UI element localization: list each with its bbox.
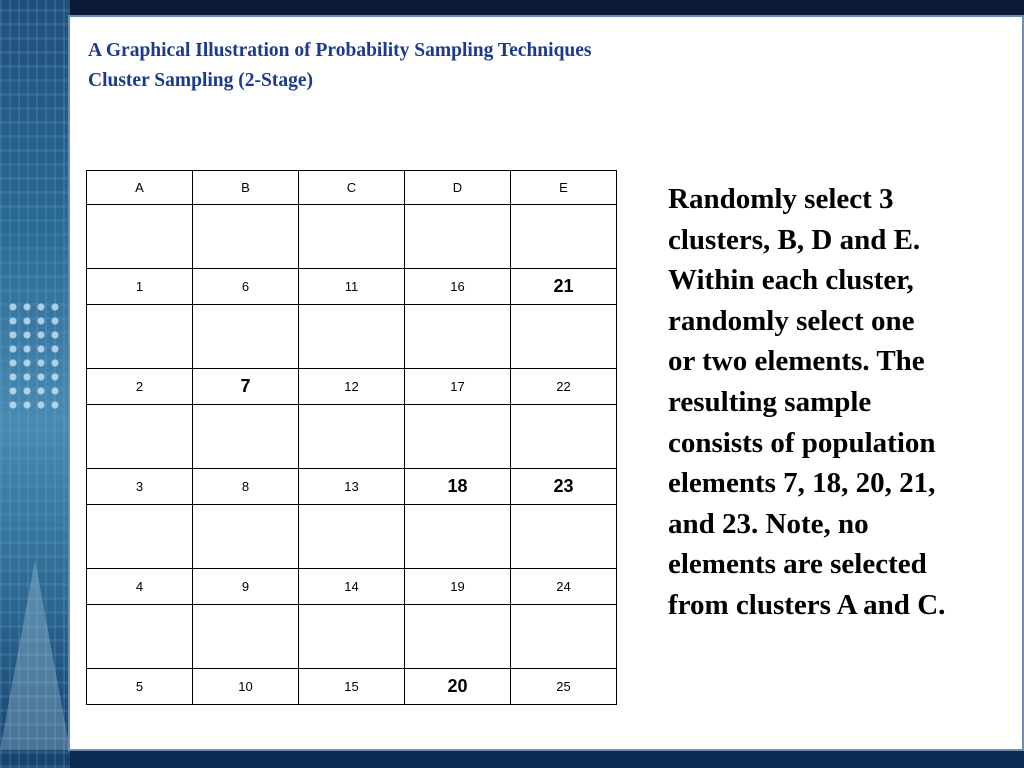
description-line: randomly select one <box>668 304 915 337</box>
grid-spacer-row <box>87 205 617 269</box>
grid-cell-empty <box>405 405 511 469</box>
cluster-header-a: A <box>87 171 193 205</box>
grid-cell-empty <box>87 605 193 669</box>
grid-cell-empty <box>193 305 299 369</box>
grid-cell-selected: 20 <box>405 669 511 705</box>
grid-cell-empty <box>405 305 511 369</box>
grid-cell-empty <box>299 205 405 269</box>
slide-title <box>88 36 592 96</box>
description-line: Randomly select 3 <box>668 183 894 215</box>
cluster-header-d: D <box>405 171 511 205</box>
grid-cell: 2 <box>87 369 193 405</box>
grid-cell-empty <box>193 505 299 569</box>
grid-cell: 24 <box>511 569 617 605</box>
grid-spacer-row <box>87 605 617 669</box>
grid-row <box>87 669 617 705</box>
grid-cell-empty <box>511 205 617 269</box>
grid-cell: 14 <box>299 569 405 605</box>
description-line: clusters, B, D and E. <box>668 223 921 256</box>
grid-cell: 17 <box>405 369 511 405</box>
description-line: Within each cluster, <box>668 264 914 297</box>
grid-cell-empty <box>511 305 617 369</box>
decorative-dots <box>6 300 62 410</box>
grid-cell: 4 <box>87 569 193 605</box>
grid-cell-selected: 7 <box>193 369 299 405</box>
grid-cell-empty <box>299 305 405 369</box>
grid-cell-empty <box>511 405 617 469</box>
description-line: from clusters A and C. <box>668 588 946 621</box>
grid-cell-empty <box>193 205 299 269</box>
cluster-header-c: C <box>299 171 405 205</box>
grid-cell-empty <box>87 505 193 569</box>
grid-spacer-row <box>87 405 617 469</box>
grid-cell: 9 <box>193 569 299 605</box>
grid-cell-empty <box>87 405 193 469</box>
grid-cell-empty <box>87 305 193 369</box>
grid-row <box>87 269 617 305</box>
grid-cell-selected: 23 <box>511 469 617 505</box>
description-line: and 23. Note, no <box>668 507 869 540</box>
description-line: resulting sample <box>668 385 872 418</box>
grid-cell-selected: 18 <box>405 469 511 505</box>
grid-cell: 3 <box>87 469 193 505</box>
grid-cell: 10 <box>193 669 299 705</box>
grid-cell: 15 <box>299 669 405 705</box>
grid-cell-empty <box>299 505 405 569</box>
grid-cell: 12 <box>299 369 405 405</box>
grid-cell: 19 <box>405 569 511 605</box>
grid-spacer-row <box>87 505 617 569</box>
grid-cell-empty <box>511 605 617 669</box>
grid-header-row <box>87 171 617 205</box>
population-grid <box>86 170 617 705</box>
decorative-triangle <box>0 560 70 750</box>
grid-cell-empty <box>87 205 193 269</box>
title-line-2: Cluster Sampling (2-Stage) <box>88 70 313 91</box>
grid-cell: 1 <box>87 269 193 305</box>
grid-cell: 6 <box>193 269 299 305</box>
title-line-1: A Graphical Illustration of Probability Sampling Techniques <box>88 40 592 61</box>
grid-cell-empty <box>405 205 511 269</box>
grid-cell: 16 <box>405 269 511 305</box>
slide <box>70 17 1022 749</box>
grid-cell: 25 <box>511 669 617 705</box>
grid-cell-empty <box>405 505 511 569</box>
grid-cell-empty <box>299 405 405 469</box>
grid-row <box>87 569 617 605</box>
description-line: elements are selected <box>668 548 927 581</box>
grid-cell-empty <box>193 405 299 469</box>
grid-cell: 8 <box>193 469 299 505</box>
grid-cell: 13 <box>299 469 405 505</box>
grid-cell-selected: 21 <box>511 269 617 305</box>
cluster-header-b: B <box>193 171 299 205</box>
description-text <box>668 179 1008 626</box>
grid-cell-empty <box>511 505 617 569</box>
grid-cell-empty <box>405 605 511 669</box>
grid-cell-empty <box>193 605 299 669</box>
grid-row <box>87 469 617 505</box>
grid-cell-empty <box>299 605 405 669</box>
description-line: elements 7, 18, 20, 21, <box>668 467 936 500</box>
cluster-header-e: E <box>511 171 617 205</box>
grid-cell: 22 <box>511 369 617 405</box>
description-line: consists of population <box>668 426 936 459</box>
grid-row <box>87 369 617 405</box>
grid-spacer-row <box>87 305 617 369</box>
grid-cell: 11 <box>299 269 405 305</box>
grid-cell: 5 <box>87 669 193 705</box>
description-line: or two elements. The <box>668 345 925 378</box>
